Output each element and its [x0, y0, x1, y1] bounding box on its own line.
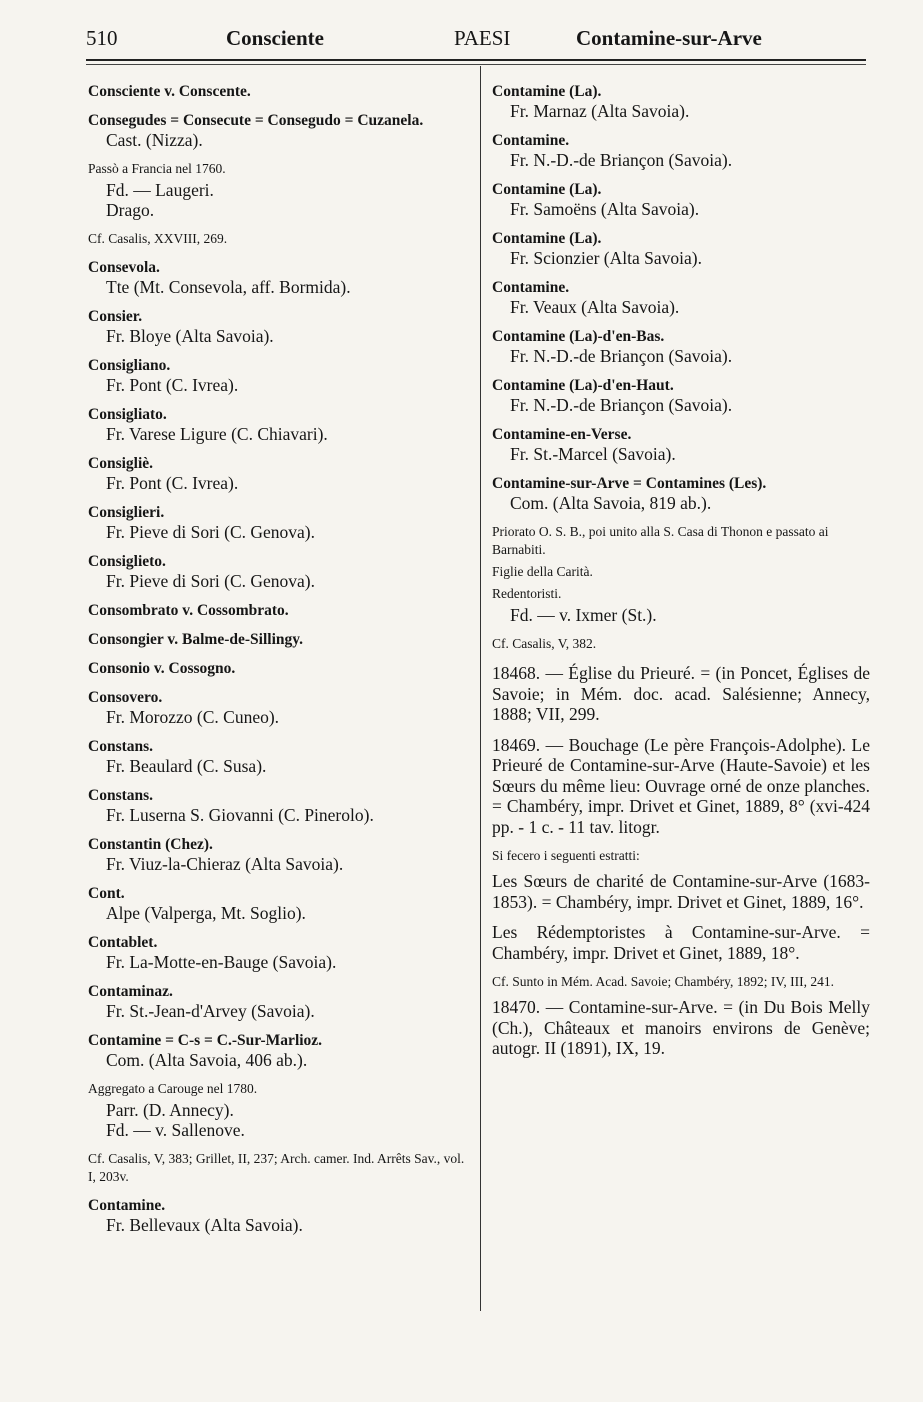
entry-line: Drago.: [106, 200, 155, 220]
left-entry: [88, 82, 470, 101]
entry-line: Fr. La-Motte-en-Bauge (Savoia).: [106, 952, 337, 972]
left-entry: [88, 503, 470, 542]
left-entry: [88, 688, 470, 727]
entry-heading: Consigliè.: [88, 455, 154, 472]
entry-line: Fd. — Laugeri.: [106, 180, 214, 200]
entry-line: Fr. St.-Jean-d'Arvey (Savoia).: [106, 1001, 315, 1021]
right-entry: [492, 180, 870, 219]
entry-line: Fr. Veaux (Alta Savoia).: [510, 297, 680, 317]
entry-heading: Contamine (La).: [492, 83, 602, 100]
right-running-title: Contamine-sur-Arve: [576, 26, 762, 50]
entry-heading: Consombrato v. Cossombrato.: [88, 602, 289, 619]
entry-heading: Consongier v. Balme-de-Sillingy.: [88, 631, 304, 648]
entry-line: Fr. Bloye (Alta Savoia).: [106, 326, 274, 346]
entry-line: Fd. — v. Sallenove.: [106, 1120, 245, 1140]
entry-line: Fr. N.-D.-de Briançon (Savoia).: [510, 395, 733, 415]
bibliography-item: Si fecero i seguenti estratti:: [492, 848, 640, 863]
left-entry: [88, 884, 470, 923]
entry-line: Fr. Marnaz (Alta Savoia).: [510, 101, 690, 121]
entry-note: Redentoristi.: [492, 586, 562, 601]
right-entry: [492, 327, 870, 366]
entry-line: Com. (Alta Savoia, 406 ab.).: [106, 1050, 308, 1070]
entry-heading: Consonio v. Cossogno.: [88, 660, 236, 677]
left-entry: [88, 1150, 470, 1186]
left-entry: [88, 601, 470, 620]
left-entry: [88, 1031, 470, 1070]
entry-heading: Contamine-sur-Arve = Contamines (Les).: [492, 475, 767, 492]
right-entry: [492, 131, 870, 170]
entry-heading: Constans.: [88, 787, 154, 804]
left-entry: [88, 454, 470, 493]
entry-note: Figlie della Carità.: [492, 564, 593, 579]
column-divider: [480, 66, 481, 1311]
left-entry: [88, 258, 470, 297]
bibliography: [492, 663, 870, 1059]
bibliography-item: 18469. — Bouchage (Le père François-Adolphe). Le Prieuré de Contamine-sur-Arve (Haute-Savoie) et les Sœurs du même lieu: Ouvrage orné de onze planches. = Chambéry, impr. Drivet et Ginet, 1889, 8° (xvi-424 pp. - 1 c. - 11 tav. litogr.: [492, 734, 870, 837]
header-rule-thin: [86, 64, 866, 65]
entry-line: Alpe (Valperga, Mt. Soglio).: [106, 903, 306, 923]
entry-line: Parr. (D. Annecy).: [106, 1100, 234, 1120]
left-entry: [88, 630, 470, 649]
entry-line: Fr. Beaulard (C. Susa).: [106, 756, 267, 776]
left-entry: [88, 552, 470, 591]
entry-line: Fr. Pieve di Sori (C. Genova).: [106, 571, 316, 591]
left-entry: [88, 160, 470, 220]
entry-line: Fr. Bellevaux (Alta Savoia).: [106, 1215, 303, 1235]
entry-line: Fr. Pont (C. Ivrea).: [106, 375, 239, 395]
entry-heading: Contamine (La)-d'en-Haut.: [492, 377, 674, 394]
entry-line: Fr. Morozzo (C. Cuneo).: [106, 707, 280, 727]
left-entry: [88, 982, 470, 1021]
entry-heading: Contamine (La)-d'en-Bas.: [492, 328, 665, 345]
entry-line: Fr. Pieve di Sori (C. Genova).: [106, 522, 316, 542]
entry-heading: Constantin (Chez).: [88, 836, 213, 853]
entry-line: Fr. Luserna S. Giovanni (C. Pinerolo).: [106, 805, 374, 825]
right-column: [492, 82, 870, 1069]
entry-heading: Contamine.: [492, 132, 570, 149]
entry-line: Fr. St.-Marcel (Savoia).: [510, 444, 676, 464]
section-title: PAESI: [454, 26, 511, 50]
running-header: [86, 26, 872, 52]
entry-line: Fr. Samoëns (Alta Savoia).: [510, 199, 700, 219]
entry-line: Fr. N.-D.-de Briançon (Savoia).: [510, 150, 733, 170]
entry-heading: Cont.: [88, 885, 125, 902]
left-entry: [88, 659, 470, 678]
entry-note: Cf. Casalis, V, 382.: [492, 636, 597, 651]
entry-heading: Consovero.: [88, 689, 163, 706]
entry-note: Priorato O. S. B., poi unito alla S. Casa di Thonon e passato ai Barnabiti.: [492, 524, 829, 557]
bibliography-item: Les Rédemptoristes à Contamine-sur-Arve. = Chambéry, impr. Drivet et Ginet, 1889, 18°.: [492, 922, 870, 963]
entry-line: Cast. (Nizza).: [106, 130, 203, 150]
entry-heading: Contaminaz.: [88, 983, 173, 1000]
entry-line: Fr. Viuz-la-Chieraz (Alta Savoia).: [106, 854, 344, 874]
entry-heading: Consiglieto.: [88, 553, 166, 570]
right-entries: [492, 82, 870, 653]
right-entry: [492, 635, 870, 653]
entry-note: Aggregato a Carouge nel 1780.: [88, 1081, 258, 1096]
left-entry: [88, 230, 470, 248]
right-entry: [492, 425, 870, 464]
entry-heading: Consigliano.: [88, 357, 171, 374]
left-entry: [88, 933, 470, 972]
entry-heading: Consier.: [88, 308, 143, 325]
entry-note: Cf. Casalis, V, 383; Grillet, II, 237; Arch. camer. Ind. Arrêts Sav., vol. I, 203v.: [88, 1151, 465, 1184]
right-entry: [492, 229, 870, 268]
entry-line: Fr. Scionzier (Alta Savoia).: [510, 248, 702, 268]
entry-note: Cf. Casalis, XXVIII, 269.: [88, 231, 228, 246]
bibliography-item: Cf. Sunto in Mém. Acad. Savoie; Chambéry, 1892; IV, III, 241.: [492, 974, 834, 989]
entry-heading: Contamine (La).: [492, 181, 602, 198]
entry-line: Com. (Alta Savoia, 819 ab.).: [510, 493, 712, 513]
right-entry: [492, 523, 870, 625]
entry-line: Tte (Mt. Consevola, aff. Bormida).: [106, 277, 351, 297]
left-entry: [88, 111, 470, 150]
left-entry: [88, 1080, 470, 1140]
page-number: 510: [86, 26, 118, 50]
entry-heading: Contamine = C-s = C.-Sur-Marlioz.: [88, 1032, 323, 1049]
left-entry: [88, 405, 470, 444]
left-running-title: Consciente: [226, 26, 324, 50]
left-column: [88, 82, 470, 1245]
left-entry: [88, 356, 470, 395]
bibliography-item: Les Sœurs de charité de Contamine-sur-Arve (1683-1853). = Chambéry, impr. Drivet et Ginet, 1889, 16°.: [492, 871, 870, 912]
entry-heading: Consciente v. Conscente.: [88, 83, 251, 100]
entry-heading: Consiglieri.: [88, 504, 165, 521]
entry-note: Passò a Francia nel 1760.: [88, 161, 226, 176]
bibliography-item: 18468. — Église du Prieuré. = (in Poncet, Églises de Savoie; in Mém. doc. acad. Salésienne; Annecy, 1888; VII, 299.: [492, 663, 870, 724]
entry-heading: Constans.: [88, 738, 154, 755]
entry-heading: Contamine (La).: [492, 230, 602, 247]
header-rule-thick: [86, 59, 866, 61]
bibliography-item: 18470. — Contamine-sur-Arve. = (in Du Bois Melly (Ch.), Châteaux et manoirs environs de Genève; autogr. II (1891), IX, 19.: [492, 997, 870, 1058]
entry-heading: Contablet.: [88, 934, 158, 951]
entry-heading: Contamine-en-Verse.: [492, 426, 632, 443]
entry-line: Fr. Varese Ligure (C. Chiavari).: [106, 424, 328, 444]
left-entry: [88, 1196, 470, 1235]
entry-line: Fr. N.-D.-de Briançon (Savoia).: [510, 346, 733, 366]
right-entry: [492, 376, 870, 415]
entry-heading: Consigliato.: [88, 406, 167, 423]
entry-line: Fr. Pont (C. Ivrea).: [106, 473, 239, 493]
entry-line: Fd. — v. Ixmer (St.).: [510, 605, 657, 625]
right-entry: [492, 474, 870, 513]
right-entry: [492, 278, 870, 317]
left-entry: [88, 737, 470, 776]
right-entry: [492, 82, 870, 121]
entry-heading: Consegudes = Consecute = Consegudo = Cuzanela.: [88, 112, 424, 129]
entry-heading: Consevola.: [88, 259, 160, 276]
left-entry: [88, 307, 470, 346]
left-entry: [88, 786, 470, 825]
entry-heading: Contamine.: [88, 1197, 166, 1214]
entry-heading: Contamine.: [492, 279, 570, 296]
left-entry: [88, 835, 470, 874]
